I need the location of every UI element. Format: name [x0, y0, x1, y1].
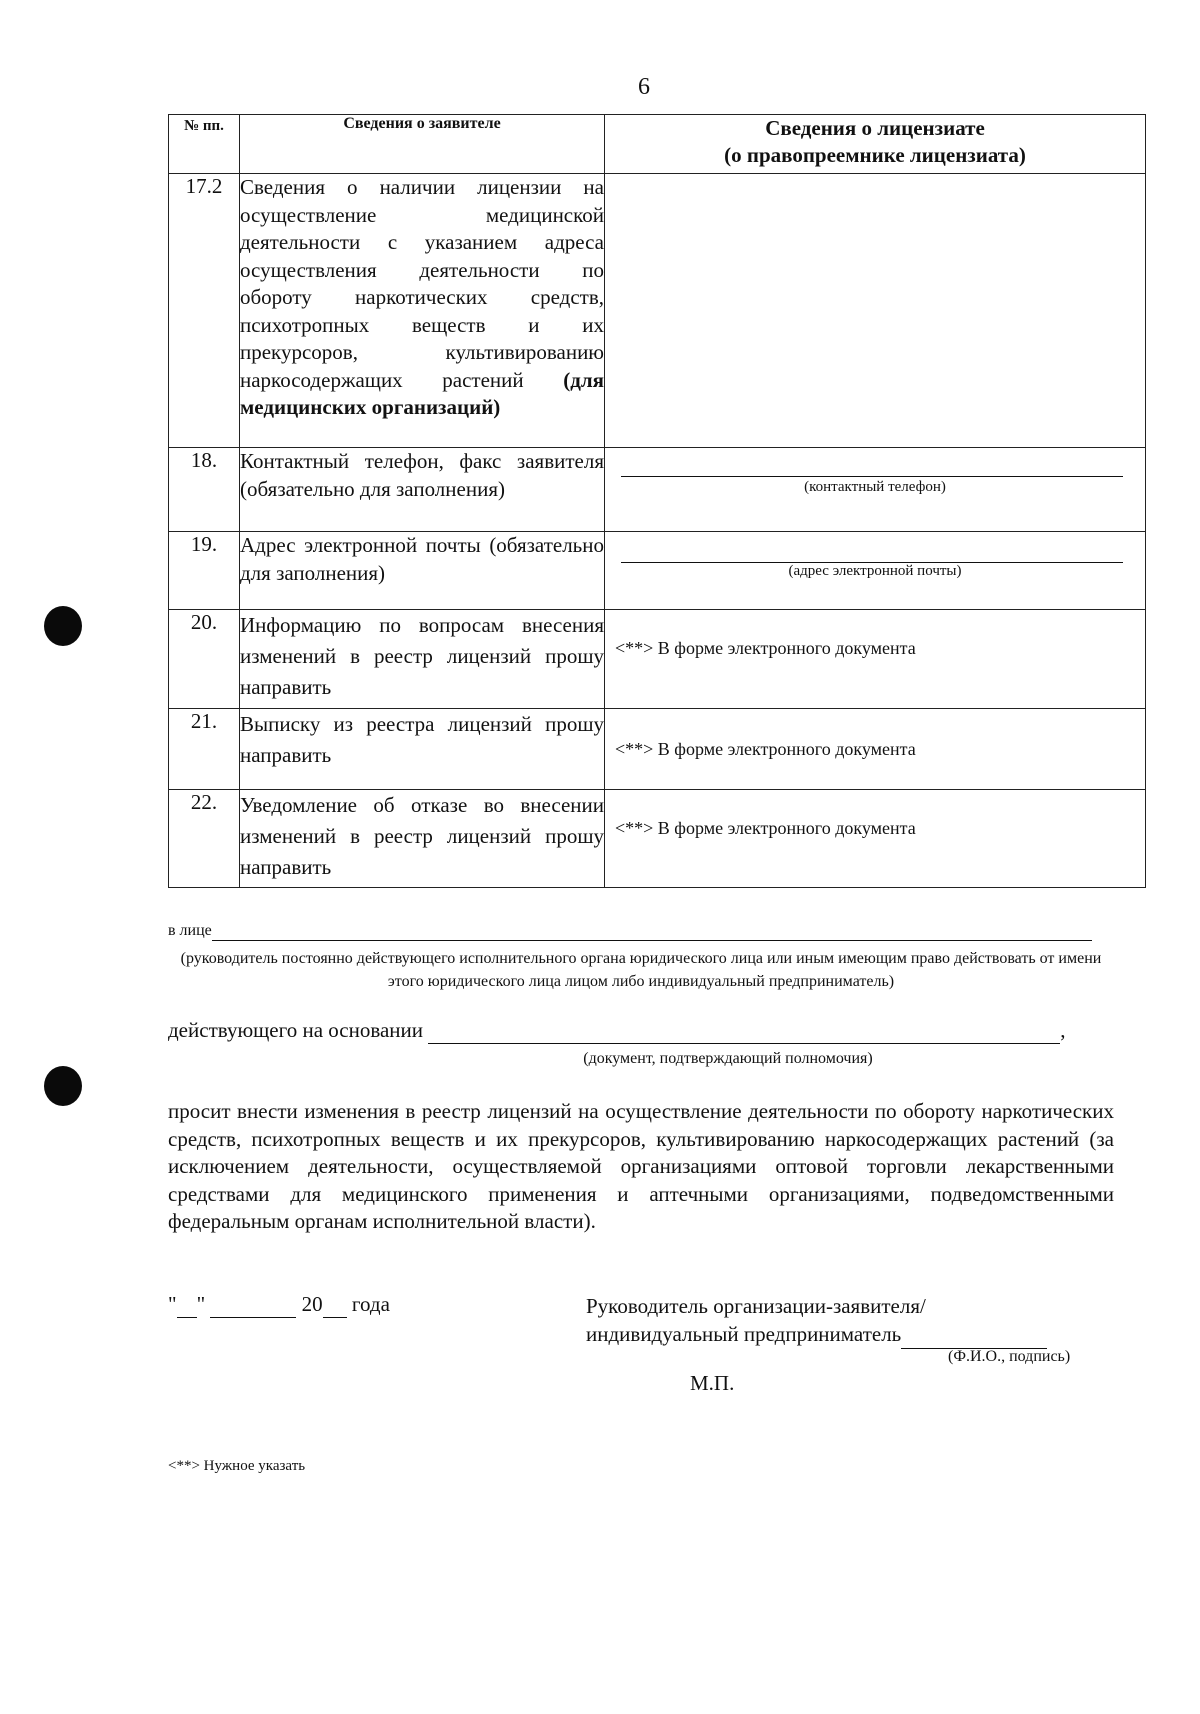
signatory-line2-row [586, 1320, 1047, 1349]
header-applicant: Сведения о заявителе [240, 115, 605, 174]
date-year-suffix: года [351, 1292, 390, 1316]
row-description-bold: (для медицинских организаций) [240, 367, 604, 419]
row-description-text: Сведения о наличии лицензии на осуществление медицинской деятельности с указанием адреса осуществления деятельности по обороту наркотических средств, психотропных веществ и их прекурсоров, культивированию наркосодержащих растений [240, 175, 604, 392]
date-year-field[interactable] [323, 1292, 347, 1318]
date-open-quote: " [168, 1292, 177, 1316]
date-line [168, 1292, 390, 1318]
table-row [169, 532, 1146, 610]
row-value-text: <**> В форме электронного документа [615, 818, 916, 838]
row-value[interactable] [605, 709, 1146, 790]
basis-caption: (документ, подтверждающий полномочия) [583, 1050, 873, 1067]
table-header-row [169, 115, 1146, 174]
row-number: 17.2 [169, 174, 240, 448]
in-person-line [168, 922, 1114, 941]
header-number: № пп. [169, 115, 240, 174]
row-description: Контактный телефон, факс заявителя (обязательно для заполнения) [240, 448, 605, 532]
contact-phone-field[interactable] [605, 448, 1146, 532]
stamp-label: М.П. [690, 1371, 735, 1395]
header-licensee [605, 115, 1146, 174]
request-text: просит внести изменения в реестр лицензий на осуществление деятельности по обороту наркотических средств, психотропных веществ и их прекурсоров, культивированию наркосодержащих растений (за исключением деятельности, осуществляемой организациями оптовой торговли лекарственными средствами для медицинского применения и аптечными организациями, подведомственными федеральным органам исполнительной власти). [168, 1099, 1114, 1233]
in-person-caption: (руководитель постоянно действующего исполнительного органа юридического лица или иным имеющим право действовать от имени этого юридического лица лицом либо индивидуальный предприниматель) [180, 950, 1102, 990]
contact-phone-caption: (контактный телефон) [804, 479, 946, 495]
page-number: 6 [638, 74, 650, 100]
signatory-line1: Руководитель организации-заявителя/ [586, 1294, 926, 1318]
in-person-label: в лице [168, 922, 212, 939]
table-row [169, 174, 1146, 448]
signatory-block [586, 1292, 1047, 1349]
row-description: Уведомление об отказе во внесении изменений в реестр лицензий прошу направить [240, 790, 605, 888]
table-row [169, 790, 1146, 888]
signature-field[interactable] [901, 1320, 1047, 1349]
row-value-text: <**> В форме электронного документа [615, 739, 916, 759]
header-licensee-subtitle: (о правопреемнике лицензиата) [724, 143, 1026, 167]
table-row [169, 448, 1146, 532]
row-description: Информацию по вопросам внесения изменений в реестр лицензий прошу направить [240, 610, 605, 709]
row-number: 19. [169, 532, 240, 610]
signatory-caption: (Ф.И.О., подпись) [948, 1348, 1071, 1365]
row-value[interactable] [605, 610, 1146, 709]
table-row [169, 709, 1146, 790]
basis-comma: , [1060, 1018, 1066, 1042]
signatory-line2: индивидуальный предприниматель [586, 1322, 902, 1346]
date-day-field[interactable] [177, 1292, 197, 1318]
row-description [240, 174, 605, 448]
row-description: Выписку из реестра лицензий прошу направить [240, 709, 605, 790]
date-year-prefix: 20 [301, 1292, 323, 1316]
basis-label: действующего на основании [168, 1018, 424, 1042]
in-person-field[interactable] [212, 922, 1092, 941]
row-description: Адрес электронной почты (обязательно для заполнения) [240, 532, 605, 610]
basis-field[interactable] [428, 1018, 1060, 1044]
binder-hole-icon [44, 606, 82, 646]
email-caption: (адрес электронной почты) [788, 563, 962, 579]
row-value-text: <**> В форме электронного документа [615, 638, 916, 658]
contact-phone-line [621, 476, 1123, 477]
date-month-field[interactable] [210, 1292, 296, 1318]
row-value[interactable] [605, 790, 1146, 888]
date-close-quote: " [196, 1292, 206, 1316]
row-number: 22. [169, 790, 240, 888]
footnote: <**> Нужное указать [168, 1458, 306, 1474]
binder-hole-icon [44, 1066, 82, 1106]
basis-line [168, 1018, 1128, 1044]
row-number: 21. [169, 709, 240, 790]
header-licensee-title: Сведения о лицензиате [765, 116, 985, 140]
row-number: 18. [169, 448, 240, 532]
row-value-field[interactable] [605, 174, 1146, 448]
license-form-table [168, 114, 1146, 888]
email-field[interactable] [605, 532, 1146, 610]
row-number: 20. [169, 610, 240, 709]
table-row [169, 610, 1146, 709]
